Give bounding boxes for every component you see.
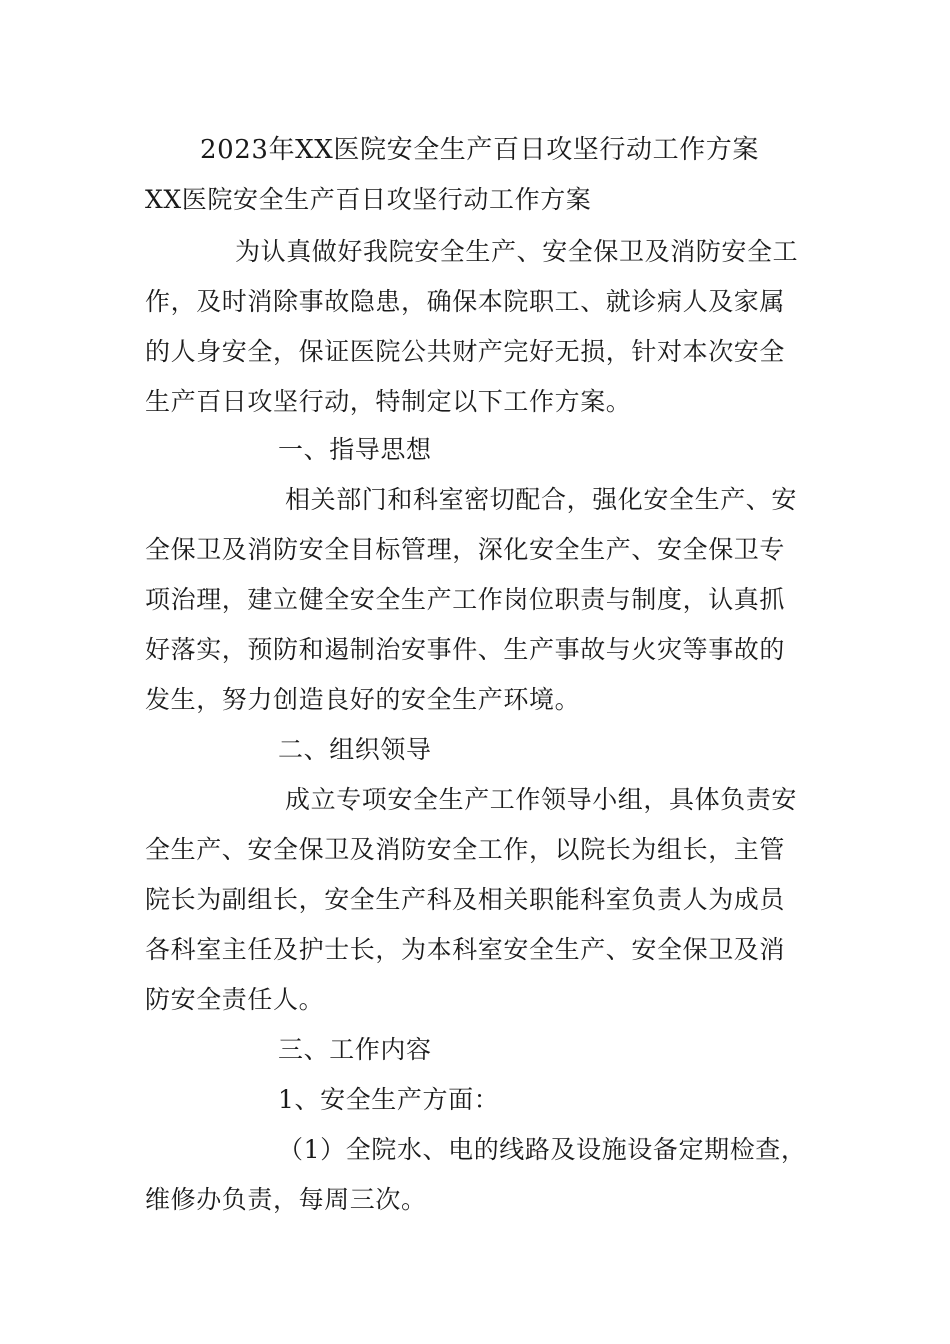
intro-line: 作，及时消除事故隐患，确保本院职工、就诊病人及家属 bbox=[145, 287, 786, 316]
paragraph-line: 成立专项安全生产工作领导小组，具体负责安 bbox=[285, 785, 798, 814]
intro-line: 的人身安全，保证医院公共财产完好无损，针对本次安全 bbox=[145, 337, 786, 366]
document-subtitle: XX医院安全生产百日攻坚行动工作方案 bbox=[145, 185, 592, 214]
paragraph-line: 全保卫及消防安全目标管理，深化安全生产、安全保卫专 bbox=[145, 535, 786, 564]
paragraph-line: 各科室主任及护士长，为本科室安全生产、安全保卫及消 bbox=[145, 935, 786, 964]
paragraph-line: 发生，努力创造良好的安全生产环境。 bbox=[145, 685, 581, 714]
paragraph-line: 项治理，建立健全安全生产工作岗位职责与制度，认真抓 bbox=[145, 585, 786, 614]
paragraph-line: 院长为副组长，安全生产科及相关职能科室负责人为成员 bbox=[145, 885, 786, 914]
subsection-heading-safety-production: 1、安全生产方面： bbox=[278, 1085, 500, 1114]
section-heading-organization: 二、组织领导 bbox=[278, 735, 432, 764]
paragraph-line: 好落实，预防和遏制治安事件、生产事故与火灾等事故的 bbox=[145, 635, 786, 664]
intro-line: 为认真做好我院安全生产、安全保卫及消防安全工 bbox=[235, 237, 799, 266]
section-heading-work-content: 三、工作内容 bbox=[278, 1035, 432, 1064]
document-title: 2023年XX医院安全生产百日攻坚行动工作方案 bbox=[200, 135, 759, 165]
intro-line: 生产百日攻坚行动，特制定以下工作方案。 bbox=[145, 387, 632, 416]
section-heading-guiding-ideology: 一、指导思想 bbox=[278, 435, 432, 464]
list-item-line: 维修办负责，每周三次。 bbox=[145, 1185, 427, 1214]
paragraph-line: 防安全责任人。 bbox=[145, 985, 325, 1014]
paragraph-line: 相关部门和科室密切配合，强化安全生产、安 bbox=[285, 485, 798, 514]
list-item-line: （1）全院水、电的线路及设施设备定期检查， bbox=[278, 1135, 807, 1164]
paragraph-line: 全生产、安全保卫及消防安全工作，以院长为组长，主管 bbox=[145, 835, 786, 864]
